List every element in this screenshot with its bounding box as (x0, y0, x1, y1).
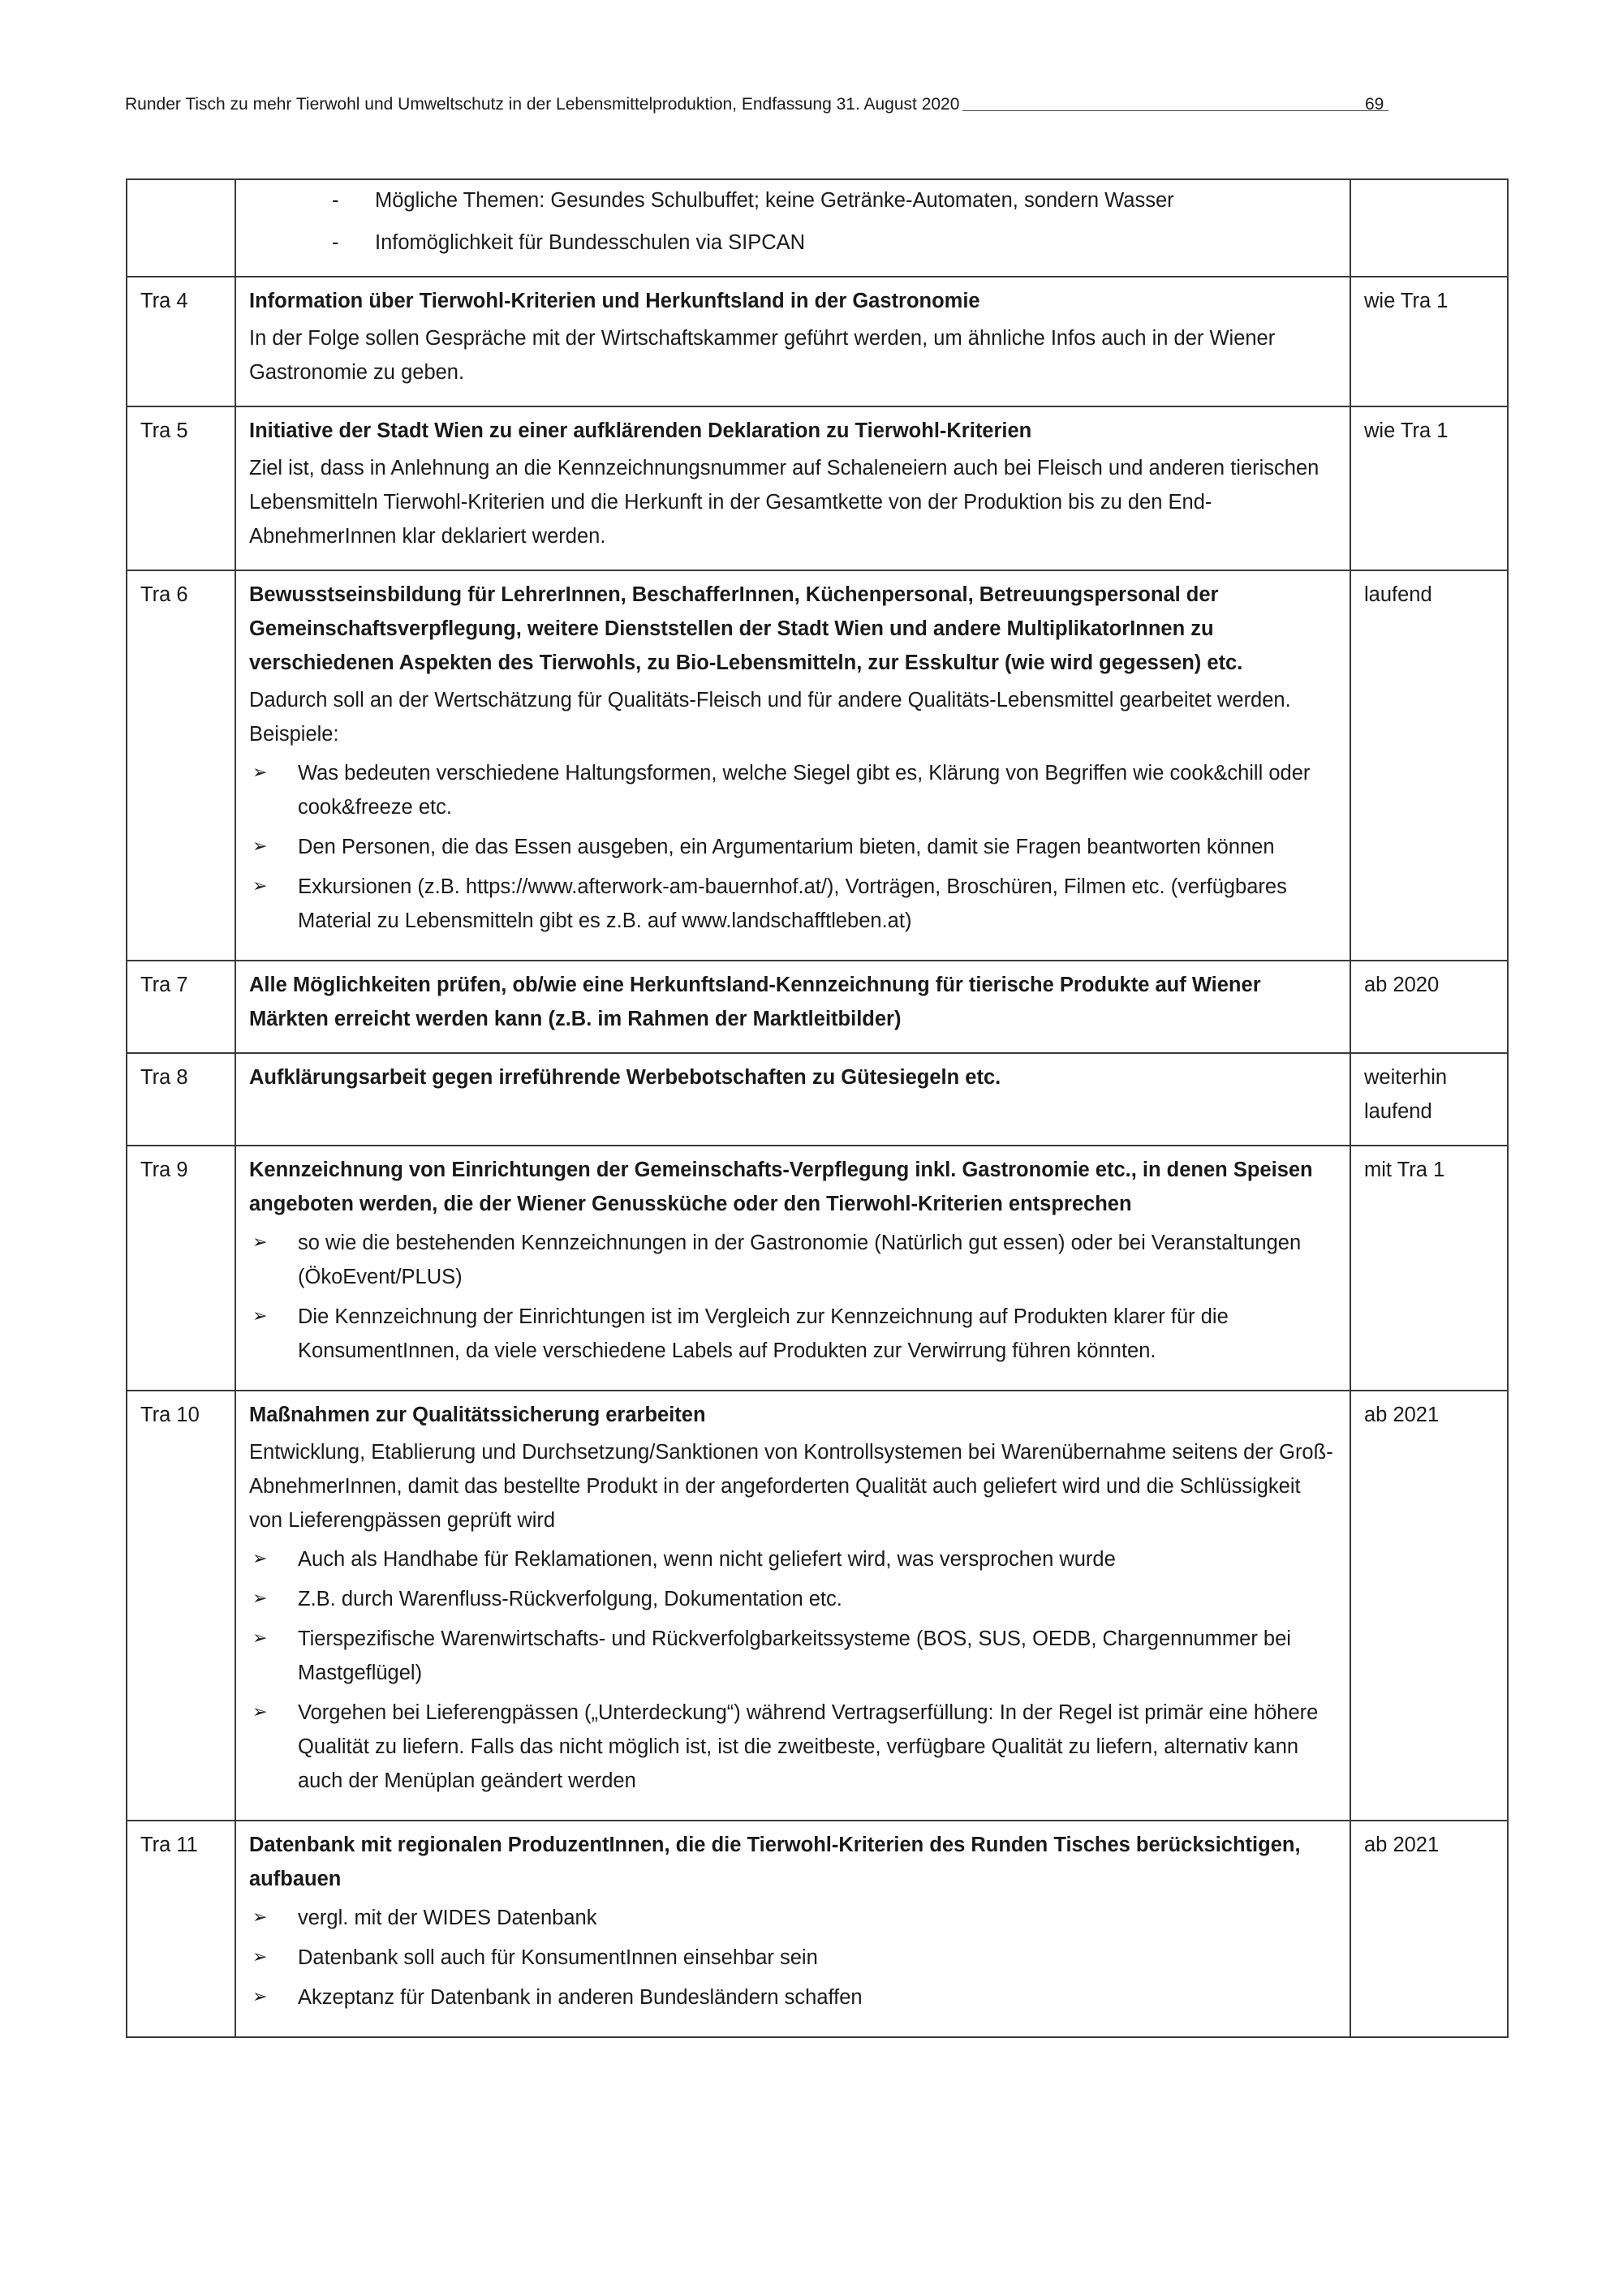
cell-when (1350, 179, 1508, 277)
bullet-item: ➢ Die Kennzeichnung der Einrichtungen ist im Vergleich zur Kennzeichnung auf Produkten klarer für die KonsumentInnen, da viele verschiedene Labels auf Produkten zur Verwirrung führen könnten. (249, 1300, 1337, 1368)
bullet-item: ➢ Datenbank soll auch für KonsumentInnen einsehbar sein (249, 1941, 1337, 1975)
dash-item: - Infomöglichkeit für Bundesschulen via SIPCAN (249, 226, 1337, 260)
table-row (127, 406, 1508, 570)
header-title: Runder Tisch zu mehr Tierwohl und Umweltschutz in der Lebensmittelproduktion, Endfassung 31. August 2020 (125, 95, 960, 114)
page-number: 69 (1365, 95, 1384, 114)
bullet-list (249, 756, 1337, 938)
measure-timeframe: laufend (1350, 570, 1508, 961)
measure-content (235, 1821, 1350, 2037)
cell-content (235, 179, 1350, 277)
measure-id: Tra 10 (127, 1391, 235, 1821)
cell-id (127, 179, 235, 277)
bullet-item: ➢ Z.B. durch Warenfluss-Rückverfolgung, Dokumentation etc. (249, 1582, 1337, 1616)
measure-description: Dadurch soll an der Wertschätzung für Qualitäts-Fleisch und für andere Qualitäts-Lebensmittel gearbeitet werden. Beispiele: (249, 689, 1291, 746)
table-row (127, 1391, 1508, 1821)
measure-id: Tra 11 (127, 1821, 235, 2037)
table-row (127, 961, 1508, 1053)
measure-content (235, 406, 1350, 570)
measure-description: Entwicklung, Etablierung und Durchsetzung/Sanktionen von Kontrollsystemen bei Warenübernahme seitens der Groß-AbnehmerInnen, damit das bestellte Produkt in der angeforderten Qualität auch geliefert wird und die Schlüssigkeit von Lieferengpässen geprüft wird (249, 1441, 1333, 1532)
measure-description: In der Folge sollen Gespräche mit der Wirtschaftskammer geführt werden, um ähnliche Infos auch in der Wiener Gastronomie zu geben. (249, 327, 1276, 384)
bullet-item: ➢ so wie die bestehenden Kennzeichnungen in der Gastronomie (Natürlich gut essen) oder bei Veranstaltungen (ÖkoEvent/PLUS) (249, 1226, 1337, 1294)
measure-id: Tra 9 (127, 1146, 235, 1391)
page-header (125, 91, 1391, 123)
table-row (127, 1821, 1508, 2037)
bullet-item: ➢ Den Personen, die das Essen ausgeben, ein Argumentarium bieten, damit sie Fragen beantworten können (249, 830, 1337, 864)
bullet-list (249, 1226, 1337, 1368)
measure-title: Kennzeichnung von Einrichtungen der Gemeinschafts-Verpflegung inkl. Gastronomie etc., in denen Speisen angeboten werden, die der Wiener Genussküche oder den Tierwohl-Kriterien entsprechen (249, 1159, 1313, 1215)
bullet-list (249, 1901, 1337, 2014)
measure-content (235, 570, 1350, 961)
measure-id: Tra 7 (127, 961, 235, 1053)
table-row (127, 570, 1508, 961)
measure-id: Tra 4 (127, 277, 235, 406)
table-row (127, 1146, 1508, 1391)
measure-timeframe: ab 2021 (1350, 1821, 1508, 2037)
measure-timeframe: mit Tra 1 (1350, 1146, 1508, 1391)
measures-table (126, 178, 1509, 2038)
bullet-list (249, 1542, 1337, 1798)
measure-title: Information über Tierwohl-Kriterien und Herkunftsland in der Gastronomie (249, 290, 980, 312)
header-rule (962, 110, 1388, 111)
measure-content (235, 1053, 1350, 1146)
bullet-item: ➢ Exkursionen (z.B. https://www.afterwork-am-bauernhof.at/), Vorträgen, Broschüren, Filmen etc. (verfügbares Material zu Lebensmitteln gibt es z.B. auf www.landschafftleben.at) (249, 870, 1337, 938)
dash-list (249, 183, 1337, 260)
measure-id: Tra 6 (127, 570, 235, 961)
table-row (127, 277, 1508, 406)
measure-title: Datenbank mit regionalen ProduzentInnen, die die Tierwohl-Kriterien des Runden Tisches berücksichtigen, aufbauen (249, 1834, 1301, 1890)
bullet-item: ➢ Auch als Handhabe für Reklamationen, wenn nicht geliefert wird, was versprochen wurde (249, 1542, 1337, 1576)
measure-timeframe: wie Tra 1 (1350, 277, 1508, 406)
measure-id: Tra 5 (127, 406, 235, 570)
measure-description: Ziel ist, dass in Anlehnung an die Kennzeichnungsnummer auf Schaleneiern auch bei Fleisch und anderen tierischen Lebensmitteln Tierwohl-Kriterien und die Herkunft in der Gesamtkette von der Produktion bis zu den End-AbnehmerInnen klar deklariert werden. (249, 457, 1319, 548)
measure-id: Tra 8 (127, 1053, 235, 1146)
bullet-item: ➢ Tierspezifische Warenwirtschafts- und Rückverfolgbarkeitssysteme (BOS, SUS, OEDB, Chargennummer bei Mastgeflügel) (249, 1622, 1337, 1690)
measure-content (235, 1391, 1350, 1821)
measure-title: Aufklärungsarbeit gegen irreführende Werbebotschaften zu Gütesiegeln etc. (249, 1066, 1001, 1089)
measure-timeframe: ab 2020 (1350, 961, 1508, 1053)
table-row (127, 1053, 1508, 1146)
dash-item: - Mögliche Themen: Gesundes Schulbuffet; keine Getränke-Automaten, sondern Wasser (249, 183, 1337, 217)
table-row-continuation (127, 179, 1508, 277)
measure-content (235, 277, 1350, 406)
measure-title: Bewusstseinsbildung für LehrerInnen, BeschafferInnen, Küchenpersonal, Betreuungspersonal der Gemeinschaftsverpflegung, weitere Dienststellen der Stadt Wien und andere MultiplikatorInnen zu verschiedenen Aspekten des Tierwohls, zu Bio-Lebensmitteln, zur Esskultur (wie wird gegessen) etc. (249, 583, 1243, 674)
bullet-item: ➢ Akzeptanz für Datenbank in anderen Bundesländern schaffen (249, 1980, 1337, 2014)
measure-timeframe: ab 2021 (1350, 1391, 1508, 1821)
measure-title: Alle Möglichkeiten prüfen, ob/wie eine Herkunftsland-Kennzeichnung für tierische Produkte auf Wiener Märkten erreicht werden kann (z.B. im Rahmen der Marktleitbilder) (249, 974, 1261, 1030)
measure-timeframe: weiterhin laufend (1350, 1053, 1508, 1146)
bullet-item: ➢ Vorgehen bei Lieferengpässen („Unterdeckung“) während Vertragserfüllung: In der Regel ist primär eine höhere Qualität zu liefern. Falls das nicht möglich ist, ist die zweitbeste, verfügbare Qualität zu liefern, alternativ kann auch der Menüplan geändert werden (249, 1696, 1337, 1798)
measure-content (235, 1146, 1350, 1391)
measure-timeframe: wie Tra 1 (1350, 406, 1508, 570)
measure-title: Initiative der Stadt Wien zu einer aufklärenden Deklaration zu Tierwohl-Kriterien (249, 419, 1032, 442)
bullet-item: ➢ vergl. mit der WIDES Datenbank (249, 1901, 1337, 1935)
measure-content (235, 961, 1350, 1053)
measure-title: Maßnahmen zur Qualitätssicherung erarbeiten (249, 1404, 706, 1426)
bullet-item: ➢ Was bedeuten verschiedene Haltungsformen, welche Siegel gibt es, Klärung von Begriffen wie cook&chill oder cook&freeze etc. (249, 756, 1337, 824)
